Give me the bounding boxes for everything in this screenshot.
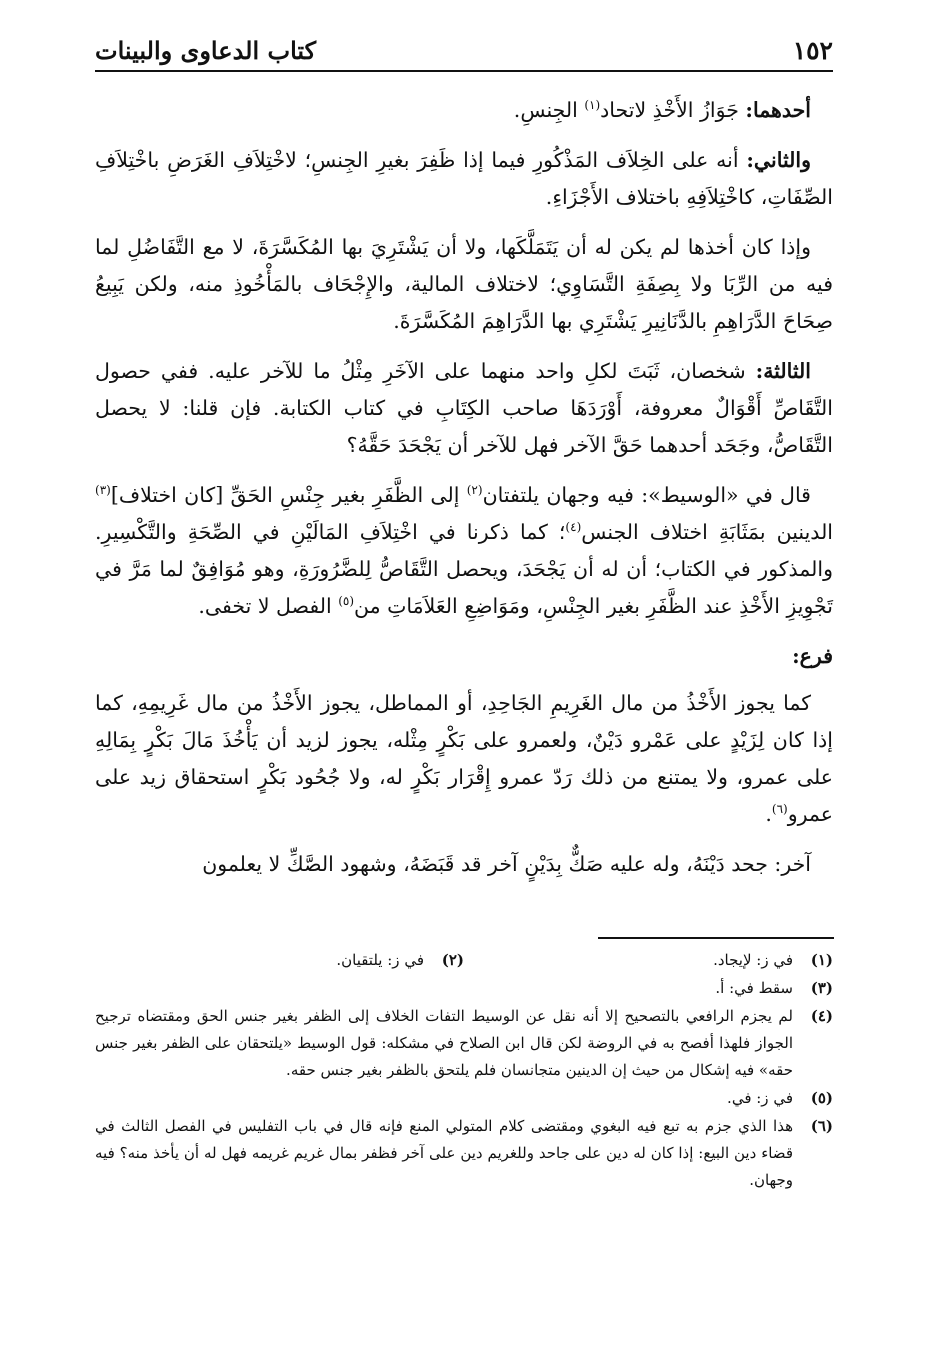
paragraph-label: الثالثة:: [755, 359, 811, 383]
paragraph-text: آخر: جحد دَيْنَهُ، وله عليه صَكٌّ بِدَيْنٍ آخر قد قَبَضَهُ، وشهود الصَّكِّ لا يعلمون: [202, 852, 811, 876]
footnote: [95, 1113, 833, 1194]
footnote-number: (٢): [441, 951, 464, 969]
paragraph-text: الجِنسِ.: [513, 98, 585, 122]
paragraph-text: شخصان، ثَبَتَ لكلِ واحد منهما على الآخَرِ مِثْلُ ما للآخر عليه. ففي حصول التَّقَاصِّ أَقْوَالٌ معروفة، أَوْرَدَهَا صاحب الكِتَابِ في كتاب الكتابة. فإن قلنا: لا يحصل التَّقَاصُّ، وجَحَد أحدهما حَقَّ الآخر فهل للآخر أن يَجْحَدَ حَقَّهُ؟: [95, 359, 833, 457]
footnote-ref: (٥): [338, 594, 355, 609]
footnote-ref: (٢): [466, 483, 483, 498]
footnote-number: (٣): [810, 979, 833, 997]
footnote: [95, 975, 833, 1002]
page-number: ١٥٢: [792, 35, 833, 65]
footnote-number: (٥): [810, 1089, 833, 1107]
paragraph-last: [95, 846, 833, 883]
paragraph-text: أنه على الخِلاَف المَذْكُورِ فيما إذا ظَفِرَ بغيرِ الجِنسِ؛ لاخْتِلاَفِ الغَرَضِ باخْتِلاَفِ الصِّفَاتِ، كاخْتِلاَفِهِ باختلاف الأَجْزَاءِ.: [95, 148, 833, 209]
paragraph-text: قال في «الوسيط»: فيه وجهان يلتفتان: [482, 483, 811, 507]
paragraph-third: [95, 229, 833, 340]
footnote-row: [95, 947, 833, 975]
paragraph-text: ؛ كما ذكرنا في اخْتِلاَفِ المَالَيْنِ في الصِّحَةِ والتَّكْسِيرِ. والمذكور في الكتاب؛ أن له أن يَجْحَدَ، ويحصل التَّقَاصُّ لِلضَّرُورَةِ، وهو مُوَافِقٌ لما مَرَّ في تَجْوِيزِ الأَخْذِ عند الظَّفَرِ بغير الجِنْسِ، ومَوَاضِعِ العَلاَمَاتِ من: [95, 520, 833, 618]
footnote-text: في ز: يلتقيان.: [336, 951, 424, 969]
paragraph-first: [95, 92, 833, 129]
footnote-number: (٤): [810, 1007, 833, 1025]
footnote-text: في ز: في.: [727, 1089, 793, 1107]
paragraph-text: وإذا كان أخذها لم يكن له أن يَتَمَلَّكَها، ولا أن يَشْتَرِيَ بها المُكَسَّرَةَ، لا مع التَّفَاضُلِ لما فيه من الرِّبَا ولا بِصِفَةِ التَّسَاوِي؛ لاختلاف المالية، والإِجْحَاف بالمَأْخُوذِ منه، ولكن يَبِيعُ صِحَاحَ الدَّرَاهِمِ بالدَّنَانِيرِ يَشْتَرِي بها الدَّرَاهِمَ المُكَسَّرَةَ.: [95, 235, 833, 333]
paragraph-far: [95, 685, 833, 833]
paragraph-fourth: [95, 353, 833, 464]
paragraph-text: .: [765, 802, 772, 826]
footnote-text: في ز: لإيجاد.: [713, 951, 793, 969]
running-title: كتاب الدعاوى والبينات: [95, 35, 317, 65]
footnote: [464, 947, 833, 974]
page-header: [95, 30, 833, 72]
footnote-ref: (٤): [565, 520, 582, 535]
main-text: [95, 92, 833, 896]
paragraph-label: أحدهما:: [745, 98, 811, 122]
footnote-number: (٦): [810, 1117, 833, 1135]
footnote-number: (١): [810, 951, 833, 969]
footnote: [95, 1085, 833, 1112]
footnote-divider: [598, 937, 834, 939]
paragraph-wasit: [95, 477, 833, 625]
footnote-text: هذا الذي جزم به تبع فيه البغوي ومقتضى كلام المتولي المنع فإنه قال في باب التفليس في الفصل الثالث في قضاء دين البيع: إذا كان له دين على جاحد وللغريم دين على آخر فظفر بمال غريم غريمه فهل له أن يأخذ منه؟ فيه وجهان.: [95, 1117, 793, 1189]
footnote: [95, 1003, 833, 1084]
paragraph-text: جَوَازُ الأَخْذِ لاتحاد: [600, 98, 746, 122]
paragraph-second: [95, 142, 833, 216]
footnote-text: سقط في: أ.: [715, 979, 793, 997]
footnote: [95, 947, 464, 974]
paragraph-text: الدينين بمَثَابَةِ اختلاف الجنس: [581, 520, 834, 544]
footnotes: [95, 947, 833, 1195]
footnote-ref: (٦): [771, 802, 788, 817]
section-heading: فرع:: [792, 644, 833, 668]
footnote-text: لم يجزم الرافعي بالتصحيح إلا أنه نقل عن الوسيط التفات الخلاف إلى الظفر بغير جنس الحق ومقتضاه ترجيح الجواز فلهذا أفصح به في الروضة لكن قال ابن الصلاح في مشكله: قول الوسيط «يلتحقان على الظفر بغير جنس حقه» فيه إشكال من حيث إن الدينين متجانسان فلم يلتحق بالظفر بغير جنس حقه.: [95, 1007, 793, 1079]
paragraph-text: الفصل لا تخفى.: [198, 594, 339, 618]
paragraph-text: كما يجوز الأَخْذُ من مال الغَرِيمِ الجَاحِدِ، أو المماطل، يجوز الأَخْذُ من مال غَرِيمِهِ، كما إذا كان لِزَيْدٍ على عَمْرو دَيْنٌ، ولعمرو على بَكْرٍ مِثْله، يجوز لزيد أن يَأْخُذَ مَالَ بَكْرٍ بِمَالِهِ على عمرو، ولا يمتنع من ذلك رَدّ عمرو إِقْرَار بَكْرٍ له، ولا جُحُود بَكْرٍ استحقاق زيد على عمرو: [95, 691, 833, 826]
paragraph-label: والثاني:: [746, 148, 811, 172]
footnote-ref: (٣): [95, 483, 111, 498]
paragraph-text: إلى الظَّفَرِ بغير جِنْسِ الحَقِّ [كان اختلاف]: [110, 483, 467, 507]
footnote-ref: (١): [584, 98, 601, 113]
